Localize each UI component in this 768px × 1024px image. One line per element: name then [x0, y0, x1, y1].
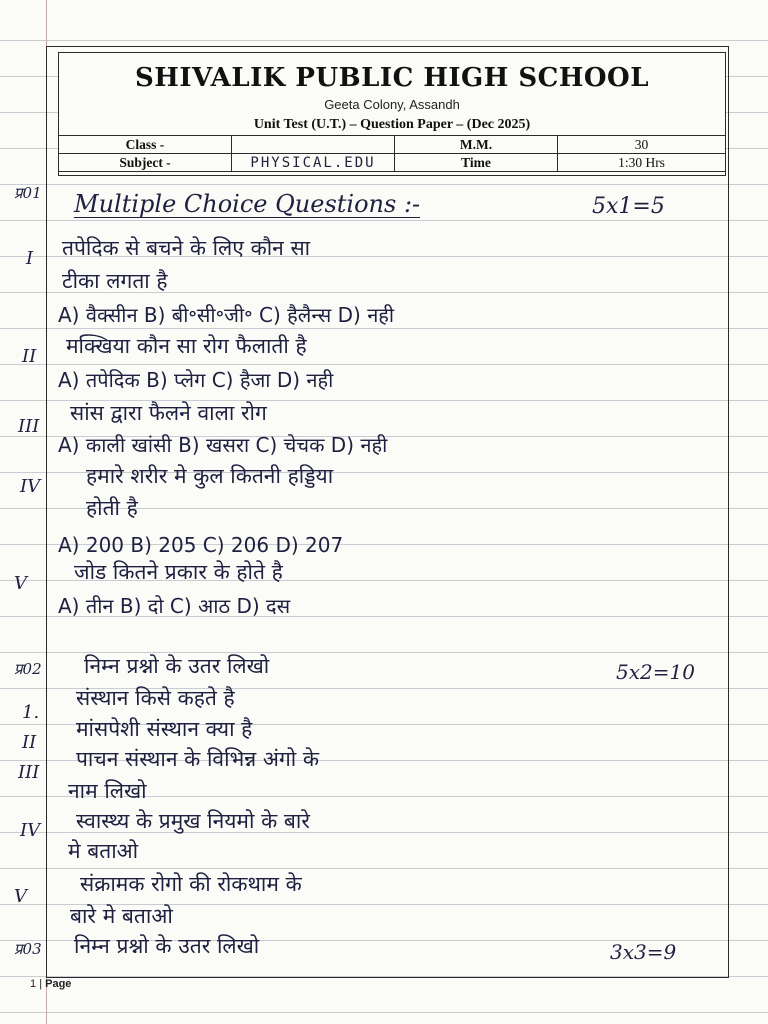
mcq-2-question: मक्खिया कौन सा रोग फैलाती है: [66, 334, 307, 358]
short-1-number: 1.: [22, 702, 40, 723]
mcq-4-number: IV: [20, 476, 41, 497]
mcq-2-number: II: [22, 346, 37, 367]
short-1-question: संस्थान किसे कहते है: [76, 686, 235, 710]
short-3-question: पाचन संस्थान के विभिन्न अंगो के: [76, 747, 320, 771]
time-label: Time: [395, 154, 558, 172]
mcq-4-question: हमारे शरीर मे कुल कितनी हड्डिया: [86, 464, 334, 488]
section-2-marks: 5x2=10: [616, 660, 695, 684]
section-1-title: Multiple Choice Questions :-: [74, 190, 421, 218]
exam-title: Unit Test (U.T.) – Question Paper – (Dec 2025): [253, 117, 531, 132]
short-5-question: संक्रामक रोगो की रोकथाम के: [80, 872, 302, 896]
page-label: Page: [45, 978, 72, 990]
mcq-4-question-cont: होती है: [86, 496, 138, 520]
school-address: Geeta Colony, Assandh: [324, 97, 460, 112]
short-5-question-cont: बारे मे बताओ: [70, 904, 173, 928]
class-label: Class -: [59, 136, 232, 154]
mcq-4-options: A) 200 B) 205 C) 206 D) 207: [58, 533, 344, 557]
page-border: [46, 46, 729, 978]
mcq-5-number: V: [14, 573, 27, 594]
section-2-title: निम्न प्रश्नो के उतर लिखो: [84, 654, 270, 678]
mcq-2-options: A) तपेदिक B) प्लेग C) हैजा D) नही: [58, 368, 334, 392]
mm-label: M.M.: [395, 136, 558, 154]
short-2-number: II: [22, 732, 37, 753]
mcq-1-number: I: [26, 248, 34, 269]
short-4-question: स्वास्थ्य के प्रमुख नियमो के बारे: [76, 809, 310, 833]
short-4-number: IV: [20, 820, 41, 841]
mcq-5-question: जोड कितने प्रकार के होते है: [74, 560, 283, 584]
mcq-3-question: सांस द्वारा फैलने वाला रोग: [70, 401, 267, 425]
subject-label: Subject -: [59, 154, 232, 172]
page-footer: 1 | Page: [30, 978, 72, 990]
page-number: 1: [30, 978, 37, 990]
mcq-3-number: III: [18, 416, 40, 437]
short-3-number: III: [18, 762, 40, 783]
subject-value: PHYSICAL.EDU: [232, 154, 395, 172]
section-2-id: प्र02: [14, 660, 42, 678]
mcq-1-question: तपेदिक से बचने के लिए कौन सा: [62, 236, 311, 260]
school-name: SHIVALIK PUBLIC HIGH SCHOOL: [135, 63, 649, 93]
exam-header: [58, 52, 726, 176]
mcq-5-options: A) तीन B) दो C) आठ D) दस: [58, 594, 291, 618]
section-1-marks: 5x1=5: [592, 194, 665, 219]
short-2-question: मांसपेशी संस्थान क्या है: [76, 717, 253, 741]
time-value: 1:30 Hrs: [558, 154, 726, 172]
section-3-marks: 3x3=9: [610, 940, 677, 964]
mcq-1-question-cont: टीका लगता है: [62, 269, 168, 293]
section-3-title: निम्न प्रश्नो के उतर लिखो: [74, 934, 260, 958]
mcq-3-options: A) काली खांसी B) खसरा C) चेचक D) नही: [58, 433, 388, 457]
short-5-number: V: [14, 886, 27, 907]
class-value: [232, 136, 395, 154]
mm-value: 30: [558, 136, 726, 154]
short-3-question-cont: नाम लिखो: [68, 779, 147, 803]
section-1-id: प्र01: [14, 184, 42, 202]
section-3-id: प्र03: [14, 940, 42, 958]
exam-info-table: [58, 135, 726, 172]
mcq-1-options: A) वैक्सीन B) बी॰सी॰जी॰ C) हैलैन्स D) नही: [58, 303, 395, 327]
short-4-question-cont: मे बताओ: [68, 839, 139, 863]
